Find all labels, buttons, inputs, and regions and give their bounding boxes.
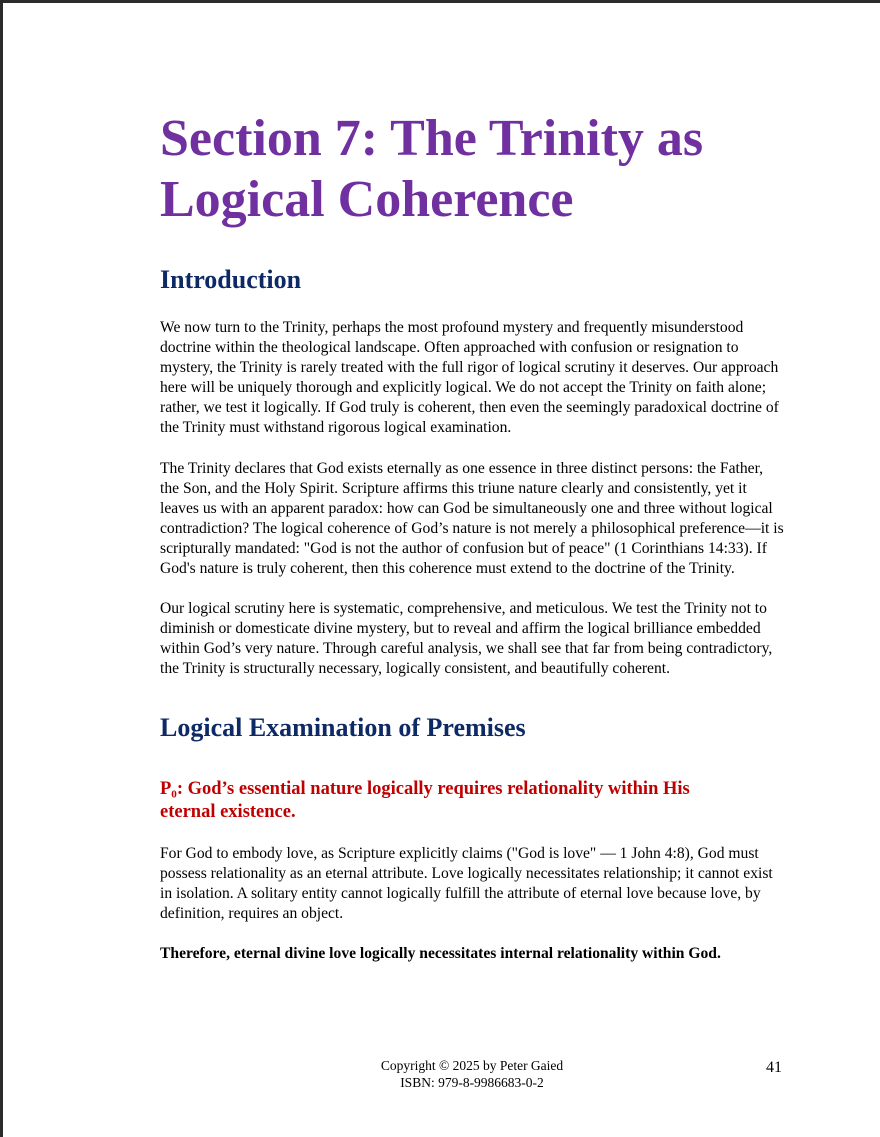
section-title bbox=[160, 108, 784, 230]
premise-heading-line-2: eternal existence. bbox=[160, 801, 296, 822]
premise-p0-conclusion: Therefore, eternal divine love logically necessitates internal relationality within God. bbox=[160, 944, 721, 962]
intro-paragraph-3: Our logical scrutiny here is systematic, comprehensive, and meticulous. We test the Trinity not to diminish or domesticate divine mystery, but to reveal and affirm the logical brilliance embedded within God’s very nature. Through careful analysis, we shall see that far from being contradictory, the Trinity is structurally necessary, logically consistent, and beautifully coherent. bbox=[160, 600, 773, 678]
intro-paragraph-1: We now turn to the Trinity, perhaps the most profound mystery and frequently misunderstood doctrine within the theological landscape. Often approached with confusion or resignation to mystery, the Trinity is rarely treated with the full rigor of logical scrutiny it deserves. Our approach here will be uniquely thorough and explicitly logical. We do not accept the Trinity on faith alone; rather, we test it logically. If God truly is coherent, then even the seemingly paradoxical doctrine of the Trinity must withstand rigorous logical examination. bbox=[160, 319, 779, 437]
intro-paragraph-2: The Trinity declares that God exists eternally as one essence in three distinct persons: the Father, the Son, and the Holy Spirit. Scripture affirms this triune nature clearly and consistently, yet it leaves us with an apparent paradox: how can God be simultaneously one and three without logical contradiction? The logical coherence of God’s nature is not merely a philosophical preference—it is scripturally mandated: "God is not the author of confusion but of peace" (1 Corinthians 14:33). If God's nature is truly coherent, then this coherence must extend to the doctrine of the Trinity. bbox=[160, 459, 784, 578]
introduction-heading: Introduction bbox=[160, 265, 302, 294]
section-title-line-2: Logical Coherence bbox=[160, 171, 574, 228]
page-number: 41 bbox=[766, 1059, 782, 1076]
window-top-border bbox=[0, 0, 880, 3]
copyright-block bbox=[160, 1057, 784, 1091]
document-page bbox=[160, 108, 784, 964]
premise-p0-body: For God to embody love, as Scripture explicitly claims ("God is love" — 1 John 4:8), God must possess relationality as an eternal attribute. Love logically necessitates relationship; it cannot exist in isolation. A solitary entity cannot logically fulfill the attribute of eternal love because love, by definition, requires an object. bbox=[160, 844, 773, 922]
section-title-line-1: Section 7: The Trinity as bbox=[160, 110, 704, 167]
logical-examination-heading: Logical Examination of Premises bbox=[160, 712, 526, 742]
premise-p0-heading bbox=[160, 778, 784, 824]
window-left-border bbox=[0, 0, 3, 1137]
premise-heading-line-1: P₀: God’s essential nature logically requires relationality within His bbox=[160, 778, 690, 799]
isbn-text: ISBN: 979-8-9986683-0-2 bbox=[400, 1075, 544, 1090]
copyright-text: Copyright © 2025 by Peter Gaied bbox=[380, 1058, 564, 1073]
